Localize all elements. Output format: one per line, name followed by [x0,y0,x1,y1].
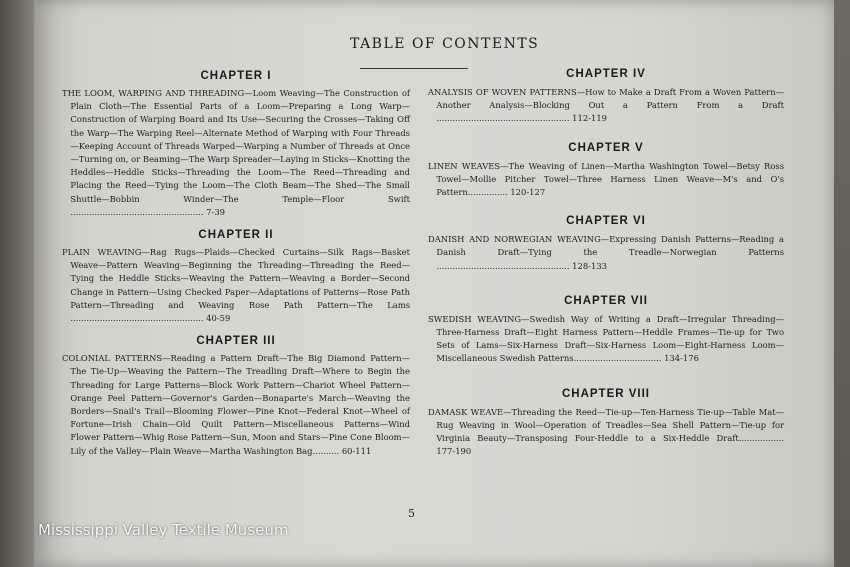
chapter-topics: PLAIN WEAVING—Rag Rugs—Plaids—Checked Curtains—Silk Rags—Basket Weave—Pattern Weaving—Beginning the Threading—Threading the Reed—Tying the Heddle Sticks—Weaving the Pattern—Weaving a Border—Second Change in Pattern—Using Checked Paper—Adaptations of Patterns—Rose Path Pattern—Threading and Weaving Rose Path Pattern—The Lams .................................................. [62,247,410,324]
watermark-caption: Mississippi Valley Textile Museum [38,521,289,539]
chapter-contents [428,313,784,366]
chapter-pages: 7-39 [206,206,225,217]
chapter-heading: CHAPTER VII [564,294,648,307]
chapter-topics: LINEN WEAVES—The Weaving of Linen—Martha Washington Towel—Betsy Ross Towel—Mollie Pitcher Towel—Three Harness Linen Weave—M's and O's Pattern............... [428,160,784,198]
chapter-contents [62,87,410,219]
page-title: TABLE OF CONTENTS [350,36,540,52]
toc-right-column [428,64,784,458]
chapter-contents [62,246,410,325]
chapter-heading: CHAPTER II [198,229,274,242]
chapter-heading: CHAPTER VIII [561,387,651,400]
chapter-pages: 128-133 [572,260,607,271]
chapter-contents [428,86,784,126]
toc-left-column [62,70,410,458]
chapter-block [428,388,784,459]
chapter-block [62,70,410,219]
chapter-heading: CHAPTER IV [566,68,646,80]
page-number: 5 [408,507,415,520]
chapter-pages: 134-176 [664,353,699,364]
chapter-topics: ANALYSIS OF WOVEN PATTERNS—How to Make a Draft From a Woven Pattern—Another Analysis—Blocking Out a Pattern From a Draft .................................................. [428,87,784,124]
chapter-pages: 40-59 [206,313,231,324]
chapter-contents [428,233,784,273]
chapter-pages: 177-190 [436,446,472,457]
chapter-pages: 120-127 [510,187,546,198]
chapter-heading: CHAPTER VI [566,215,646,228]
chapter-topics: THE LOOM, WARPING AND THREADING—Loom Weaving—The Construction of Plain Cloth—The Essential Parts of a Loom—Preparing a Long Warp—Construction of Warping Board and Its Use—Securing the Crosses—Taking Off the Warp—The Warping Reel—Alternate Method of Warping with Four Threads—Keeping Account of Threads Warped—Warping a Number of Threads at Once—Turning on, or Beaming—The Warp Spreader—Laying in Sticks—Knotting the Heddles—Heddle Sticks—Threading the Loom—The Reed—Threading and Placing the Reed—Tying the Loom—The Cloth Beam—The Shed—The Small Shuttle—Bobbin Winder—The Temple—Floor Swift .................................................. [62,88,410,217]
chapter-topics: DANISH AND NORWEGIAN WEAVING—Expressing Danish Patterns—Reading a Danish Draft—Tying the Treadle—Norwegian Patterns .................................................. [428,234,784,271]
chapter-contents [428,160,784,200]
chapter-heading: CHAPTER I [200,70,272,82]
chapter-topics: DAMASK WEAVE—Threading the Reed—Tie-up—Ten-Harness Tie-up—Table Mat—Rug Weaving in Wool—Operation of Treadles—Sea Shell Pattern—Tie-up for Virginia Beauty—Transposing Four-Heddle to a Six-Heddle Draft................. [428,406,784,444]
chapter-heading: CHAPTER V [568,141,644,154]
chapter-block [428,295,784,366]
chapter-block [428,142,784,200]
chapter-heading: CHAPTER III [196,335,276,348]
chapter-topics: COLONIAL PATTERNS—Reading a Pattern Draft—The Big Diamond Pattern—The Tie-Up—Weaving the Pattern—The Treadling Draft—Where to Begin the Threading for Large Patterns—Block Work Pattern—Chariot Wheel Pattern—Orange Peel Pattern—Governor's Garden—Bonaparte's March—Weaving the Borders—Snail's Trail—Blooming Flower—Pine Knot—Federal Knot—Wheel of Fortune—Irish Chain—Old Quilt Pattern—Miscellaneous Patterns—Wind Flower Pattern—Whig Rose Pattern—Sun, Moon and Stars—Pine Cone Bloom—Lily of the Valley—Plain Weave—Martha Washington Bag.......... [62,353,410,456]
chapter-pages: 112-119 [572,113,607,124]
chapter-topics: SWEDISH WEAVING—Swedish Way of Writing a Draft—Irregular Threading—Three-Harness Draft—Eight Harness Pattern—Heddle Frames—Tie-up for Two Sets of Lams—Six-Harness Draft—Six-Harness Loom—Eight-Harness Loom—Miscellaneous Swedish Patterns................................. [428,313,784,364]
chapter-contents [428,406,784,459]
chapter-block [62,335,410,458]
chapter-pages: 60-111 [341,445,372,456]
chapter-block [428,68,784,126]
chapter-block [428,215,784,273]
chapter-block [62,229,410,325]
chapter-contents [62,352,410,458]
